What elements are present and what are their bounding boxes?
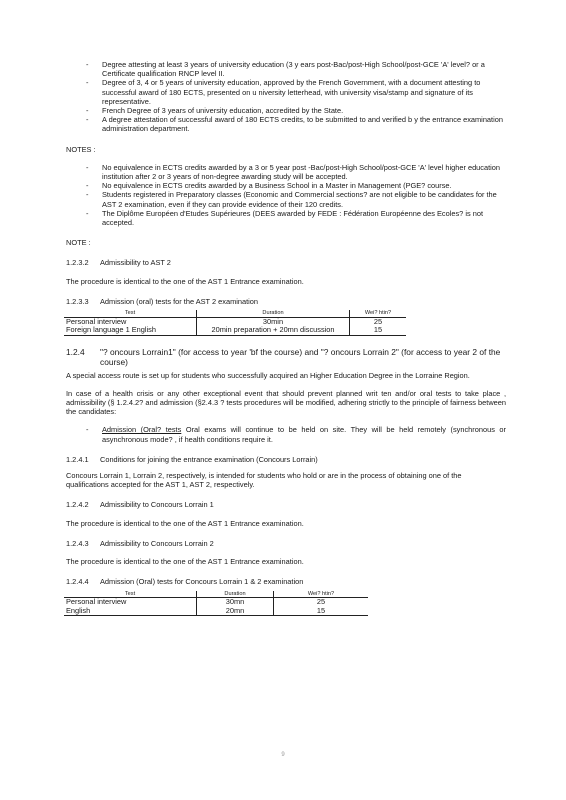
list-item: - A degree attestation of successful award of 180 ECTS credits, to be submitted to and verified b y the entrance examination administration department. <box>86 115 503 134</box>
list-item: - French Degree of 3 years of university education, accredited by the State. <box>86 106 344 116</box>
section-heading-1243: 1.2.4.3 Admissibility to Concours Lorrain 2 <box>66 538 214 548</box>
list-item: - No equivalence in ECTS credits awarded by a 3 or 5 year post -Bac/post-High School/post-GCE 'A' level higher education institution after 2 or 3 years of non-degree awarding study will be accepted. <box>86 162 501 182</box>
notes-label: NOTES : <box>66 144 96 154</box>
special-access-paragraph: A special access route is set up for students who successfully acquired an Higher Education Degree in the Lorraine Region. <box>66 370 470 380</box>
table-header-duration: Duration <box>197 591 274 598</box>
table-header-test: Test <box>64 591 197 598</box>
table-row: Foreign language 1 English 20min preparation + 20mn discussion 15 <box>64 326 406 335</box>
section-heading-1244: 1.2.4.4 Admission (Oral) tests for Concours Lorrain 1 & 2 examination <box>66 577 304 587</box>
table-row: Personal interview 30min 25 <box>66 316 383 326</box>
section-body-1243: The procedure is identical to the one of the AST 1 Entrance examination. <box>66 557 304 567</box>
section-heading-1232: 1.2.3.2 Admissibility to AST 2 <box>66 258 171 268</box>
list-item: - The Diplôme Européen d'Etudes Supérieures (DEES awarded by FEDE : Fédération Européenne des Ecoles? is not accepted. <box>86 208 484 228</box>
section-body-1242: The procedure is identical to the one of the AST 1 Entrance examination. <box>66 518 304 528</box>
list-item: - Degree of 3, 4 or 5 years of university education, approved by the French Government, with a document attesting to successful award of 180 ECTS, presented on u niversity letterhead, with university visa/stamp and signature of its representative. <box>86 78 481 106</box>
lorrain-oral-tests-table <box>64 591 368 617</box>
list-item: - Admission (Oral? tests Oral exams will continue to be held on site. They will be held remotely (synchronous or asynchronous mode? , if health conditions require it. <box>86 425 506 444</box>
section-heading-1241: 1.2.4.1 Conditions for joining the entrance examination (Concours Lorrain) <box>66 454 318 464</box>
table-row: Personal interview 30mn 25 <box>66 597 326 607</box>
section-heading-1233: 1.2.3.3 Admission (oral) tests for the AST 2 examination <box>66 296 259 306</box>
section-body-1241: Concours Lorrain 1, Lorrain 2, respectively, is intended for students who hold or are in the process of obtaining one of the qualifications accepted for the AST 1, AST 2, respectively. <box>66 471 462 490</box>
section-body-1232: The procedure is identical to the one of the AST 1 Entrance examination. <box>66 276 304 286</box>
table-header-weighting: Wei? htin? <box>274 591 369 598</box>
section-heading-1242: 1.2.4.2 Admissibility to Concours Lorrain 1 <box>66 500 214 510</box>
ast2-oral-tests-table <box>64 310 406 336</box>
table-header-test: Test <box>64 310 197 317</box>
section-heading-124: 1.2.4 "? oncours Lorrain1" (for access to year 'bf the course) and "? oncours Lorrain 2" (for access to year 2 of the course) <box>66 346 501 368</box>
page-number: 9 <box>281 752 285 758</box>
table-row: English 20mn 15 <box>64 607 368 616</box>
list-item: - Degree attesting at least 3 years of university education (3 y ears post-Bac/post-High School/post-GCE 'A' level? or a Certificate qualification RNCP level II. <box>86 60 485 79</box>
list-item: - No equivalence in ECTS credits awarded by a Business School in a Master in Management (PGE? course. <box>86 181 452 191</box>
document-page <box>66 60 506 616</box>
note-label: NOTE : <box>66 238 91 248</box>
table-header-weighting: Wei? htin? <box>350 310 407 317</box>
health-crisis-paragraph: In case of a health crisis or any other exceptional event that should prevent planned writ ten and/or oral tests to take place , admissibility (§ 1.2.4.2? and admission (§2.4.3 ? tests procedures will be modified, adhering strictly to the principle of fairness between the candidates: <box>66 388 506 417</box>
table-header-duration: Duration <box>197 310 350 317</box>
list-item: - Students registered in Preparatory classes (Economic and Commercial sections? are not eligible to be candidates for the AST 2 examination, even if they can provide evidence of their 120 credits. <box>86 190 497 209</box>
